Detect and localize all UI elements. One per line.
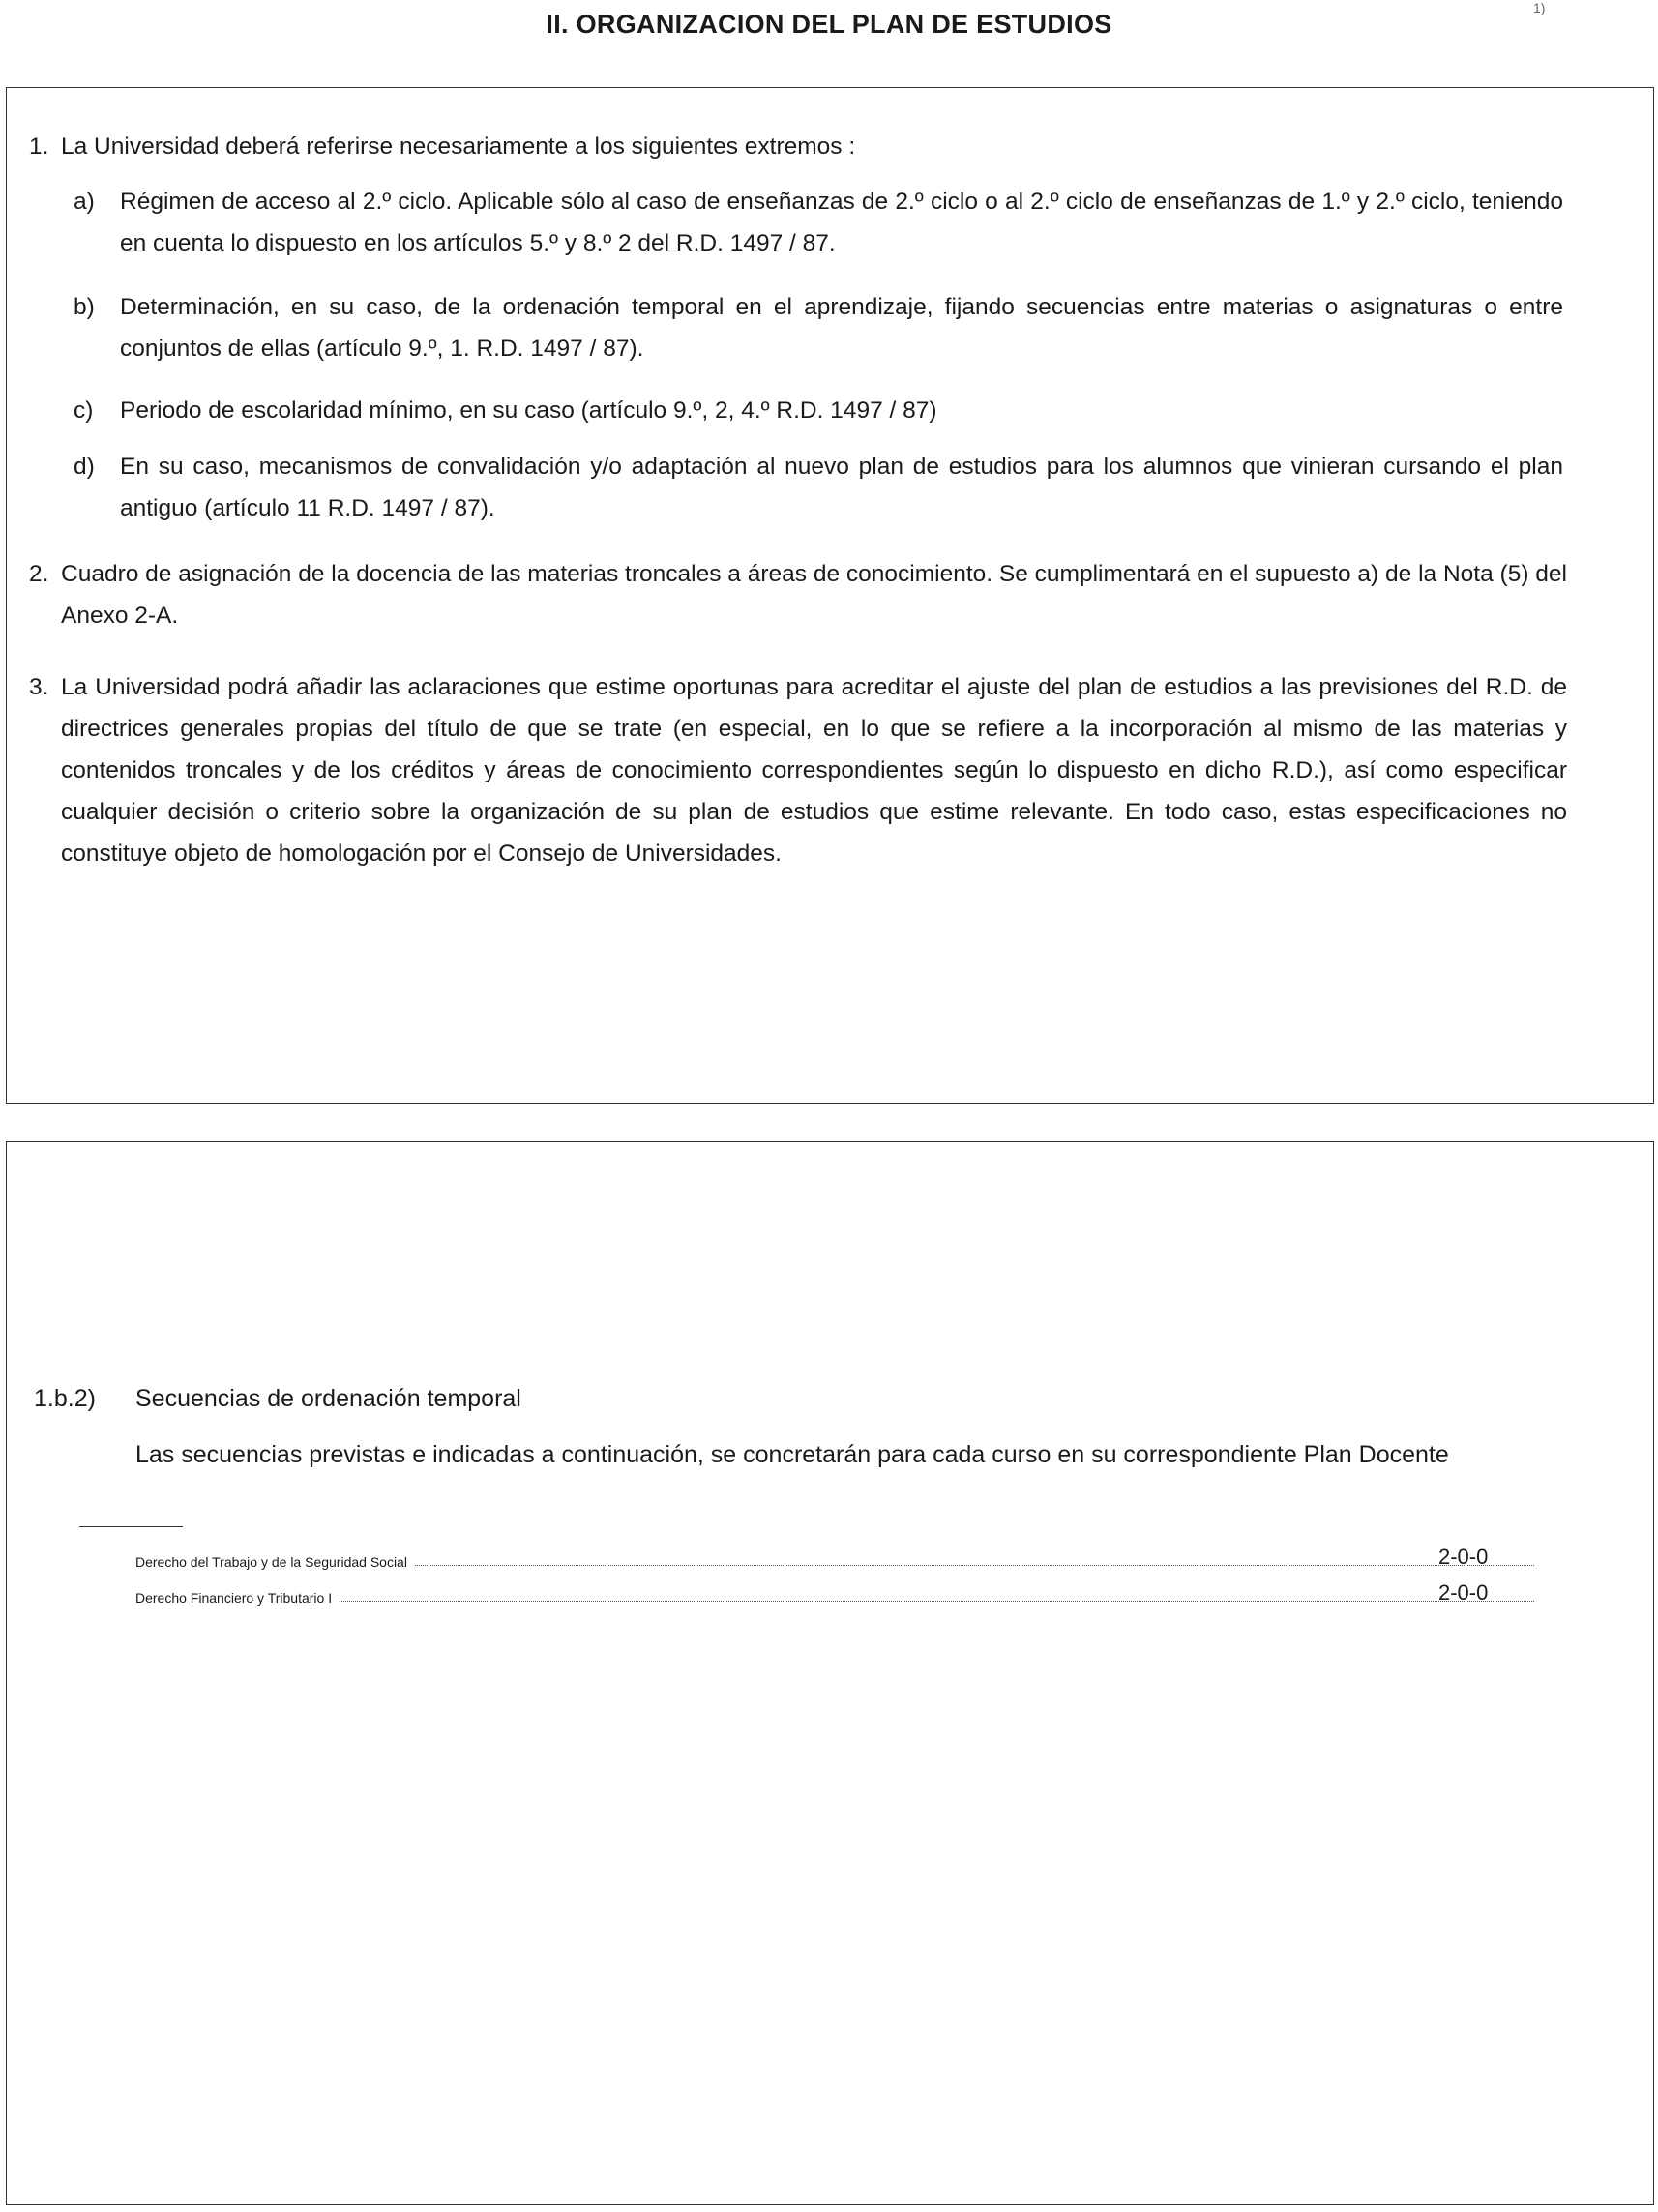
subject-name: Derecho del Trabajo y de la Seguridad Social bbox=[135, 1554, 407, 1570]
section-1 bbox=[29, 126, 1577, 167]
section-1-intro: La Universidad deberá referirse necesariamente a los siguientes extremos : bbox=[61, 133, 856, 160]
section-2-text: Cuadro de asignación de la docencia de las materias troncales a áreas de conocimiento. Se cumplimentará en el supuesto a) de la Nota (5) del Anexo 2-A. bbox=[61, 561, 1567, 629]
subject-name: Derecho Financiero y Tributario I bbox=[135, 1590, 333, 1606]
sequence-row bbox=[135, 1582, 1538, 1606]
item-text: Régimen de acceso al 2.º ciclo. Aplicable sólo al caso de enseñanzas de 2.º ciclo o al 2.º ciclo de enseñanzas de 1.º y 2.º ciclo, teniendo en cuenta lo dispuesto en los artículos 5.º y 8.º 2 del R.D. 1497 / 87. bbox=[120, 189, 1563, 256]
section-1-item-c bbox=[74, 390, 1563, 431]
divider-line bbox=[6, 1103, 1654, 1104]
content-frame bbox=[6, 1141, 1654, 2205]
section-3-text: La Universidad podrá añadir las aclaraciones que estime oportunas para acreditar el ajuste del plan de estudios a las previsiones del R.D. de directrices generales propias del título de que se trate (en especial, en lo que se refiere a la incorporación al mismo de las materias y contenidos troncales y de los créditos y áreas de conocimiento correspondientes según lo dispuesto en dicho R.D.), así como especificar cualquier decisión o criterio sobre la organización de su plan de estudios que estime relevante. En todo caso, estas especificaciones no constituye objeto de homologación por el Consejo de Universidades. bbox=[61, 674, 1567, 867]
sequence-code: 2-0-0 bbox=[1438, 1545, 1489, 1569]
item-text: Periodo de escolaridad mínimo, en su caso (artículo 9.º, 2, 4.º R.D. 1497 / 87) bbox=[120, 398, 937, 424]
dot-leader bbox=[415, 1565, 1534, 1566]
section-number: 1. bbox=[29, 133, 49, 160]
sequence-code: 2-0-0 bbox=[1438, 1580, 1489, 1605]
item-text: Determinación, en su caso, de la ordenación temporal en el aprendizaje, fijando secuencias entre materias o asignaturas o entre conjuntos de ellas (artículo 9.º, 1. R.D. 1497 / 87). bbox=[120, 294, 1563, 362]
section-1-item-d bbox=[74, 446, 1563, 529]
section-number: 2. bbox=[29, 561, 49, 587]
item-letter: d) bbox=[74, 454, 95, 480]
sequence-row bbox=[135, 1547, 1538, 1570]
item-letter: a) bbox=[74, 189, 95, 215]
section-1-item-b bbox=[74, 286, 1563, 369]
item-letter: b) bbox=[74, 294, 95, 320]
section-1-item-a bbox=[74, 181, 1563, 264]
page-title: II. ORGANIZACION DEL PLAN DE ESTUDIOS bbox=[546, 10, 1112, 39]
item-letter: c) bbox=[74, 398, 94, 424]
sequences-intro: Las secuencias previstas e indicadas a continuación, se concretarán para cada curso en su correspondiente Plan Docente bbox=[135, 1441, 1449, 1468]
section-number: 3. bbox=[29, 674, 49, 700]
section-2 bbox=[29, 553, 1567, 636]
item-text: En su caso, mecanismos de convalidación y/o adaptación al nuevo plan de estudios para los alumnos que vinieran cursando el plan antiguo (artículo 11 R.D. 1497 / 87). bbox=[120, 454, 1563, 521]
dot-leader bbox=[340, 1601, 1534, 1602]
sequences-title: Secuencias de ordenación temporal bbox=[135, 1385, 521, 1412]
short-rule bbox=[79, 1526, 183, 1527]
section-3 bbox=[29, 666, 1567, 874]
sequences-number: 1.b.2) bbox=[34, 1385, 96, 1412]
sequences-heading bbox=[34, 1385, 521, 1413]
page-mark: 1) bbox=[1533, 0, 1546, 15]
